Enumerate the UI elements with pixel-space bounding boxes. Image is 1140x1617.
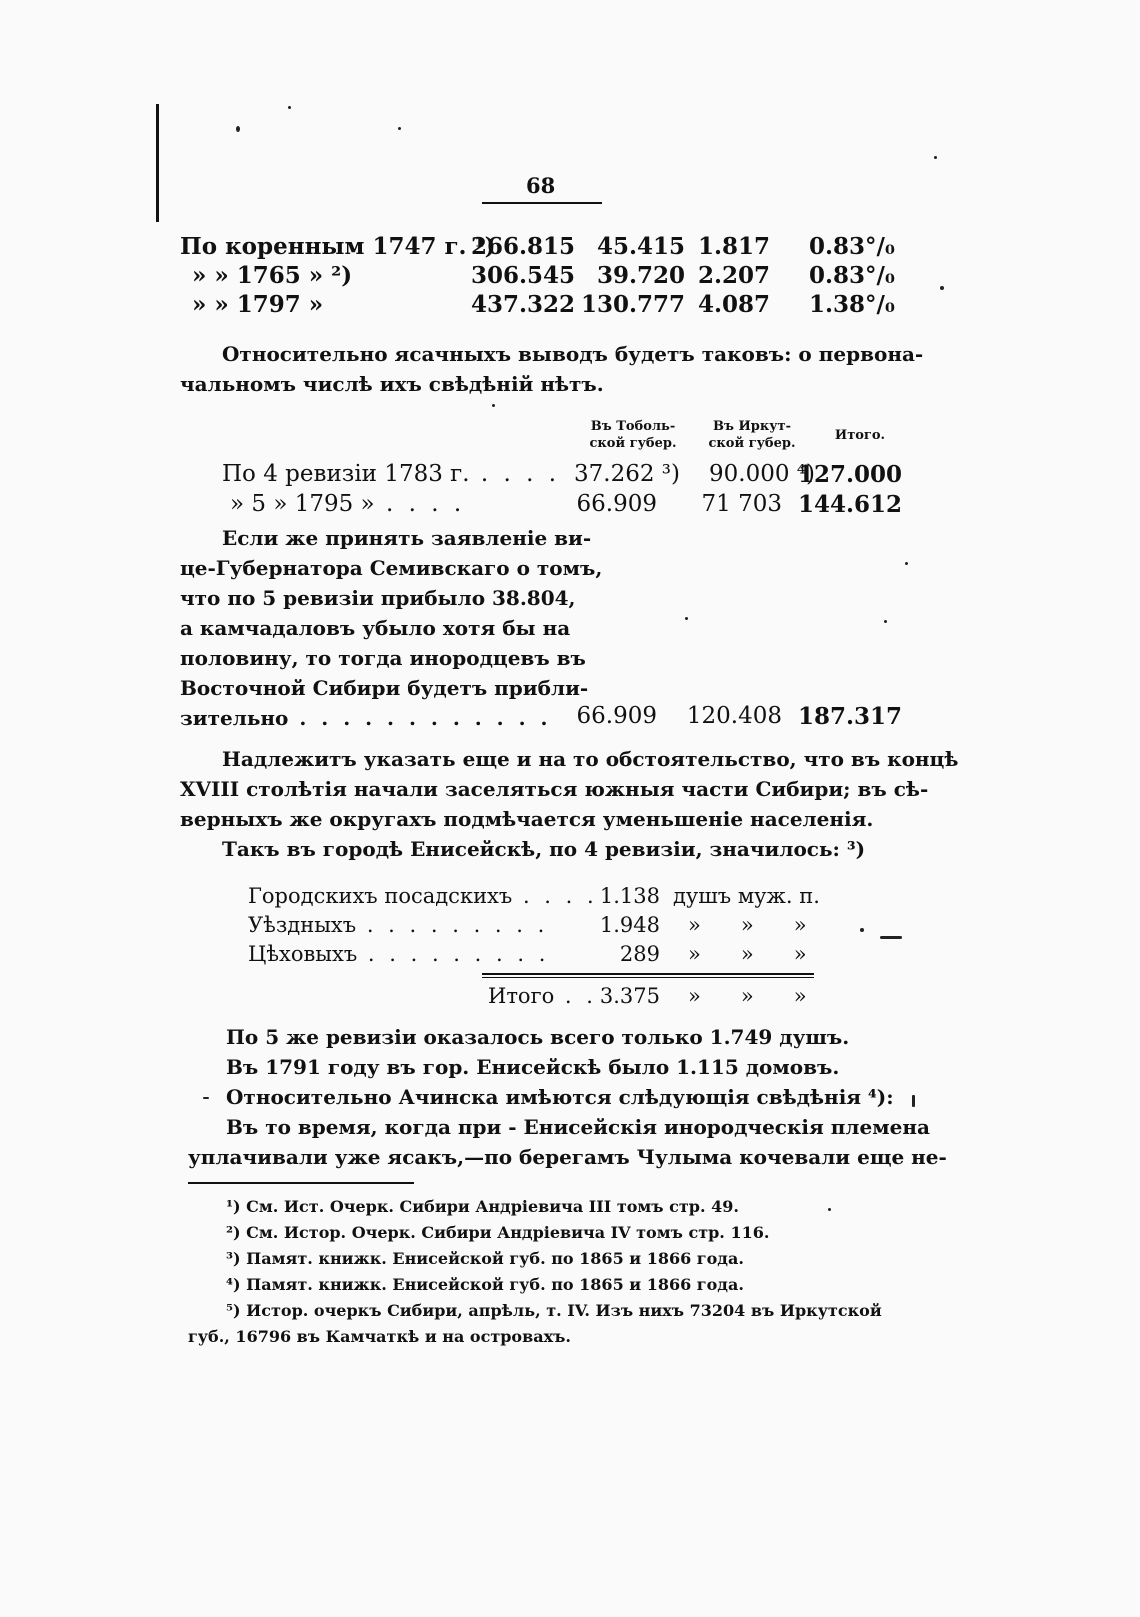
paragraph-line: XVIII столѣтія начали заселяться южныя части Сибири; въ сѣ- xyxy=(180,777,929,801)
footnote: ⁵) Истор. очеркъ Сибири, апрѣль, т. IV. Изъ нихъ 73204 въ Иркутской xyxy=(226,1301,882,1320)
note-line: це-Губернатора Семивскаго о томъ, xyxy=(180,556,603,580)
paragraph-line: Въ 1791 году въ гор. Енисейскѣ было 1.115 домовъ. xyxy=(226,1055,840,1079)
scan-speck xyxy=(288,106,291,109)
table3-row xyxy=(248,942,549,966)
table2-cell: 90.000 ⁴) xyxy=(709,461,815,487)
table3-unit: » » » xyxy=(688,942,807,966)
scan-speck xyxy=(884,620,887,623)
table1-row-label: » » 1797 » xyxy=(192,291,324,318)
table2-cell: 127.000 xyxy=(797,461,902,488)
table3-value: 289 xyxy=(619,942,660,966)
note-line: а камчадаловъ убыло хотя бы на xyxy=(180,616,571,640)
table1-cell: 266.815 xyxy=(470,233,575,260)
table2-cell: 66.909 xyxy=(576,491,657,517)
table3-total-value: 3.375 xyxy=(599,984,660,1008)
table2-header-line: ской губер. xyxy=(589,436,677,451)
table1-cell: 437.322 xyxy=(470,291,575,318)
table2-header-line: Въ Тоболь- xyxy=(590,419,676,434)
paragraph-line: Въ то время, когда при - Енисейскія инородческія племена xyxy=(226,1115,930,1139)
leader-dots: . . . . xyxy=(469,461,561,487)
table3-value: 1.948 xyxy=(599,913,660,937)
leader-dots: . . . . xyxy=(374,491,466,517)
table3-total-label-text: Итого xyxy=(488,984,555,1008)
table2-cell: 37.262 ³) xyxy=(574,461,680,487)
scan-speck xyxy=(912,1095,915,1107)
scan-speck xyxy=(398,127,401,130)
table3-row-label: Уѣздныхъ xyxy=(248,913,357,937)
table1-cell: 306.545 xyxy=(470,262,575,289)
table1-cell: 1.38°/₀ xyxy=(809,291,895,318)
note-line xyxy=(180,706,551,730)
paragraph-line: Относительно Ачинска имѣются слѣдующія свѣдѣнія ⁴): xyxy=(226,1085,894,1109)
table3-total-rule-2 xyxy=(482,977,814,978)
scan-speck xyxy=(940,286,944,290)
table2-header-line: Итого. xyxy=(834,428,886,443)
table3-total-label xyxy=(488,984,597,1008)
footnote: ⁴) Памят. книжк. Енисейской губ. по 1865 и 1866 года. xyxy=(226,1275,744,1294)
paragraph-line: уплачивали уже ясакъ,—по берегамъ Чулыма кочевали еще не- xyxy=(188,1145,947,1169)
scan-speck xyxy=(492,404,495,407)
table1-cell: 39.720 xyxy=(596,262,685,289)
scan-speck xyxy=(685,617,688,620)
table3-value: 1.138 xyxy=(599,884,660,908)
table2-row-label xyxy=(222,461,560,487)
table2-header xyxy=(815,427,905,444)
paragraph-line: Надлежитъ указать еще и на то обстоятельство, что въ концѣ xyxy=(222,747,959,771)
table3-unit: » » » xyxy=(688,913,807,937)
table1-cell: 2.207 xyxy=(697,262,770,289)
table1-row-label: По коренным 1747 г. ¹) xyxy=(180,233,496,260)
table3-total-unit: » » » xyxy=(688,984,807,1008)
table2-header-line: Въ Иркут- xyxy=(712,419,792,434)
note-line: Если же принять заявленіе ви- xyxy=(222,526,592,550)
table2-total-cell: 120.408 xyxy=(686,703,782,729)
footnote: губ., 16796 въ Камчаткѣ и на островахъ. xyxy=(188,1327,571,1346)
paragraph-line: Такъ въ городѣ Енисейскѣ, по 4 ревизіи, значилось: ³) xyxy=(222,837,866,861)
table2-total-cell: 66.909 xyxy=(576,703,657,729)
table3-total-rule xyxy=(482,973,814,975)
table1-cell: 45.415 xyxy=(596,233,685,260)
leader-dots: . . xyxy=(554,984,597,1008)
paragraph-line: верныхъ же округахъ подмѣчается уменьшеніе населенія. xyxy=(180,807,874,831)
page-number: 68 xyxy=(526,173,556,198)
table2-row-label-text: » 5 » 1795 » xyxy=(230,491,375,517)
scan-speck xyxy=(880,936,902,939)
leader-dots: . . . . . . . . . . . . xyxy=(288,706,552,730)
table2-row-label xyxy=(230,491,465,517)
footnote: ³) Памят. книжк. Енисейской губ. по 1865 и 1866 года. xyxy=(226,1249,744,1268)
table1-cell: 4.087 xyxy=(697,291,770,318)
table3-row xyxy=(248,884,598,908)
table2-header-line: ской губер. xyxy=(708,436,796,451)
note-line: Восточной Сибири будетъ прибли- xyxy=(180,676,589,700)
paragraph-line: По 5 же ревизіи оказалось всего только 1.749 душъ. xyxy=(226,1025,850,1049)
footnote-rule xyxy=(188,1182,414,1184)
footnote: ²) См. Истор. Очерк. Сибири Андріевича IV томъ стр. 116. xyxy=(226,1223,770,1242)
table2-total-cell: 187.317 xyxy=(797,703,902,730)
table2-cell: 144.612 xyxy=(797,491,902,518)
scan-speck xyxy=(905,562,908,565)
table3-unit: душъ муж. п. xyxy=(673,884,820,908)
note-line: половину, то тогда инородцевъ въ xyxy=(180,646,586,670)
table1-cell: 0.83°/₀ xyxy=(809,262,895,289)
scan-speck xyxy=(203,1097,209,1099)
table1-cell: 1.817 xyxy=(697,233,770,260)
scan-speck xyxy=(828,1208,831,1211)
table3-row-label: Цѣховыхъ xyxy=(248,942,358,966)
leader-dots: . . . . xyxy=(512,884,598,908)
scan-speck xyxy=(934,156,937,159)
scan-speck xyxy=(860,928,864,932)
table3-row xyxy=(248,913,548,937)
leader-dots: . . . . . . . . . xyxy=(357,942,550,966)
table3-row-label: Городскихъ посадскихъ xyxy=(248,884,513,908)
page-number-rule xyxy=(482,202,602,204)
scan-speck xyxy=(236,126,240,132)
table2-header xyxy=(578,418,688,452)
note-line: что по 5 ревизіи прибыло 38.804, xyxy=(180,586,576,610)
table2-row-label-text: По 4 ревизіи 1783 г. xyxy=(222,461,470,487)
scan-margin-line xyxy=(156,104,159,222)
table2-header xyxy=(697,418,807,452)
table1-row-label: » » 1765 » ²) xyxy=(192,262,353,289)
paragraph-line: Относительно ясачныхъ выводъ будетъ таковъ: о первона- xyxy=(222,342,924,366)
paragraph-line: чальномъ числѣ ихъ свѣдѣній нѣтъ. xyxy=(180,372,604,396)
leader-dots: . . . . . . . . . xyxy=(356,913,549,937)
table1-cell: 130.777 xyxy=(580,291,685,318)
table2-cell: 71 703 xyxy=(701,491,782,517)
note-line-text: зительно xyxy=(180,706,289,730)
footnote: ¹) См. Ист. Очерк. Сибири Андріевича III томъ стр. 49. xyxy=(226,1197,739,1216)
table1-cell: 0.83°/₀ xyxy=(809,233,895,260)
